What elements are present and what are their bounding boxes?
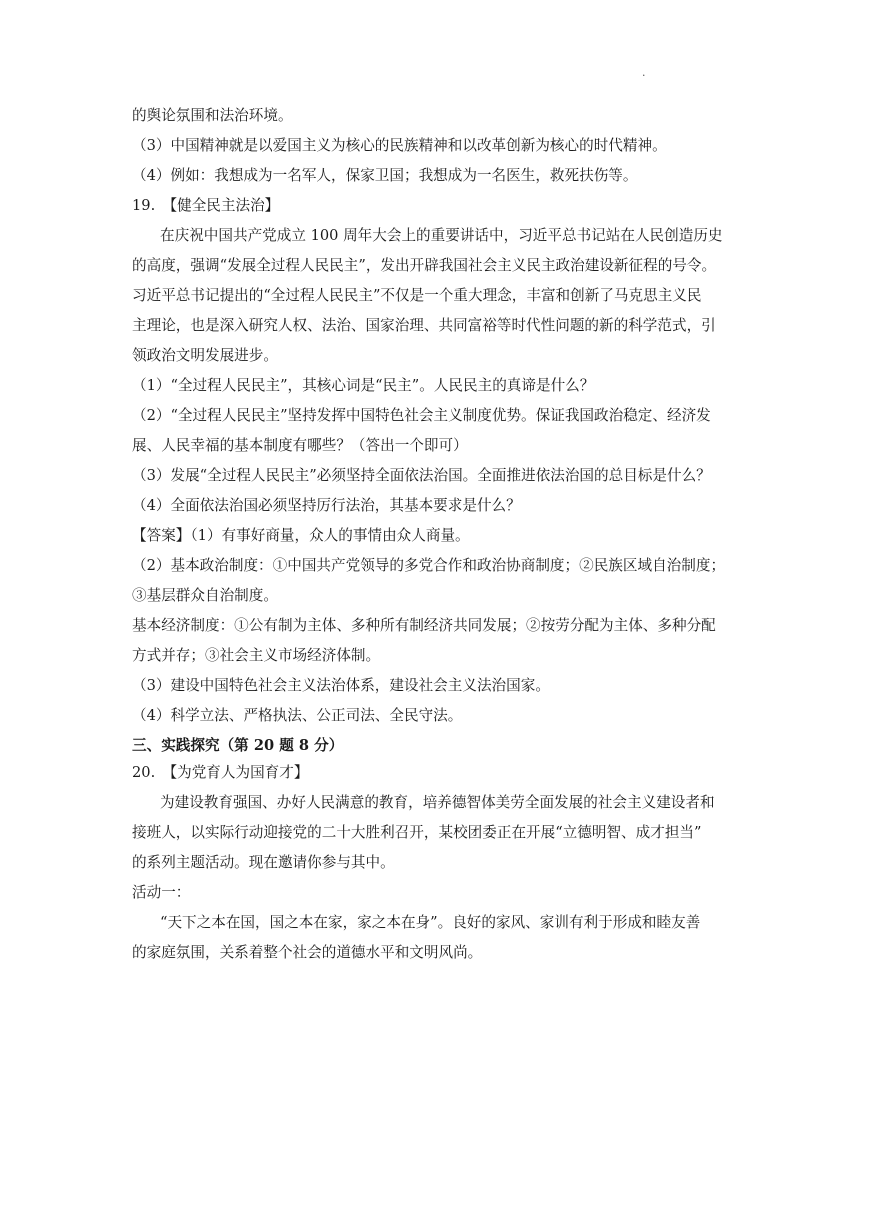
text-line: 习近平总书记提出的“全过程人民民主”不仅是一个重大理念，丰富和创新了马克思主义民 bbox=[132, 287, 702, 304]
sub-question-3: （3）发展“全过程人民民主”必须坚持全面依法治国。全面推进依法治国的总目标是什么？ bbox=[132, 467, 711, 484]
answer-line: 基本经济制度：①公有制为主体、多种所有制经济共同发展；②按劳分配为主体、多种分配 bbox=[132, 617, 716, 634]
text-line: 的系列主题活动。现在邀请你参与其中。 bbox=[132, 854, 395, 871]
answer-line: ③基层群众自治制度。 bbox=[132, 587, 278, 604]
text-line: 的高度，强调“发展全过程人民民主”，发出开辟我国社会主义民主政治建设新征程的号令。 bbox=[132, 257, 717, 274]
text-line: 主理论，也是深入研究人权、法治、国家治理、共同富裕等时代性问题的新的科学范式，引 bbox=[132, 317, 716, 334]
question-20-title: 20. 【为党育人为国育才】 bbox=[132, 764, 309, 781]
text-line: 接班人，以实际行动迎接党的二十大胜利召开，某校团委正在开展“立德明智、成才担当” bbox=[132, 824, 702, 841]
text-line: “天下之本在国，国之本在家，家之本在身”。良好的家风、家训有利于形成和睦友善 bbox=[160, 914, 701, 931]
text-line: 的家庭氛围，关系着整个社会的道德水平和文明风尚。 bbox=[132, 944, 483, 961]
activity-label: 活动一： bbox=[132, 884, 191, 901]
sub-question-4: （4）全面依法治国必须坚持厉行法治，其基本要求是什么？ bbox=[132, 497, 521, 514]
text-line: 领政治文明发展进步。 bbox=[132, 347, 278, 364]
text-line: 为建设教育强国、办好人民满意的教育，培养德智体美劳全面发展的社会主义建设者和 bbox=[160, 794, 715, 811]
question-19-title: 19. 【健全民主法治】 bbox=[132, 197, 280, 214]
sub-question-1: （1）“全过程人民民主”，其核心词是“民主”。人民民主的真谛是什么？ bbox=[132, 377, 595, 394]
text-line: 在庆祝中国共产党成立 100 周年大会上的重要讲话中，习近平总书记站在人民创造历史 bbox=[160, 227, 723, 244]
answer-line: 【答案】（1）有事好商量，众人的事情由众人商量。 bbox=[132, 527, 470, 544]
sub-question-2: （2）“全过程人民民主”坚持发挥中国特色社会主义制度优势。保证我国政治稳定、经济发 bbox=[132, 407, 711, 424]
answer-line: 方式并存；③社会主义市场经济体制。 bbox=[132, 647, 381, 664]
answer-line: （3）建设中国特色社会主义法治体系，建设社会主义法治国家。 bbox=[132, 677, 550, 694]
text-line: 展、人民幸福的基本制度有哪些？（答出一个即可） bbox=[132, 437, 468, 454]
text-line: （3）中国精神就是以爱国主义为核心的民族精神和以改革创新为核心的时代精神。 bbox=[132, 137, 667, 154]
text-line: 的舆论氛围和法治环境。 bbox=[132, 107, 293, 124]
answer-line: （2）基本政治制度：①中国共产党领导的多党合作和政治协商制度；②民族区域自治制度； bbox=[132, 557, 726, 574]
text-line: （4）例如：我想成为一名军人，保家卫国；我想成为一名医生，救死扶伤等。 bbox=[132, 167, 638, 184]
answer-line: （4）科学立法、严格执法、公正司法、全民守法。 bbox=[132, 707, 463, 724]
page-mark: · bbox=[642, 69, 646, 82]
section-heading: 三、实践探究（第 20 题 8 分） bbox=[132, 737, 344, 754]
